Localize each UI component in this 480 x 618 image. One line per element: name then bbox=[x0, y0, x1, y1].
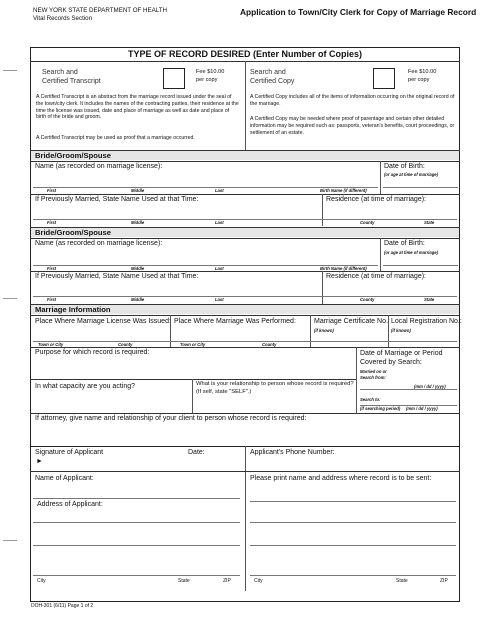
spouse1-name-label: Name (as recorded on marriage license): bbox=[35, 163, 163, 170]
certificate-no-label: Marriage Certificate No.: bbox=[314, 318, 390, 325]
search-from-label: Search from: bbox=[360, 375, 386, 380]
spouse2-name-field[interactable] bbox=[35, 249, 375, 263]
applicant-name-field[interactable] bbox=[35, 484, 240, 496]
margin-mark bbox=[3, 298, 17, 299]
spouse1-middle-label: Middle bbox=[131, 188, 145, 193]
spouse2-dob-label: Date of Birth: bbox=[384, 240, 425, 247]
transcript-proof-note: A Certified Transcript may be used as proof that a marriage occurred. bbox=[36, 135, 195, 141]
spouse1-prev-middle-label: Middle bbox=[131, 220, 145, 225]
attorney-label: If attorney, give name and relationship of your client to person whose record is required: bbox=[35, 415, 307, 422]
signature-label: Signature of Applicant bbox=[35, 449, 104, 456]
performed-place-field[interactable] bbox=[174, 327, 307, 340]
copy-usage-note: A Certified Copy may be needed where proof of parentage and certain other detailed information may be required such as: passports, veteran's benefits, court proceedings, or settlement of an estate. bbox=[250, 116, 455, 136]
mailing-zip-label: ZIP bbox=[440, 578, 448, 584]
date-format-2: (mm / dd / yyyy) bbox=[406, 406, 438, 411]
copy-label-2: Certified Copy bbox=[250, 78, 295, 85]
license-town-label: Town or City bbox=[38, 342, 64, 347]
mailing-city-label: City bbox=[254, 578, 263, 584]
spouse2-prev-first-label: First bbox=[47, 297, 57, 302]
search-to-label: Search to: bbox=[360, 397, 381, 402]
applicant-state-label: State bbox=[178, 578, 190, 584]
spouse2-prev-last-label: Last bbox=[215, 297, 224, 302]
license-place-label: Place Where Marriage License Was Issued: bbox=[35, 318, 171, 325]
copy-fee-2: per copy bbox=[408, 77, 430, 83]
spouse2-county-label: County bbox=[360, 297, 375, 302]
license-place-field[interactable] bbox=[35, 327, 167, 340]
date-period-label-2: Covered by Search: bbox=[360, 359, 422, 366]
marriage-heading: Marriage Information bbox=[35, 305, 111, 314]
certificate-if-known: (if known) bbox=[314, 328, 334, 333]
date-label: Date: bbox=[188, 449, 205, 456]
spouse1-first-label: First bbox=[47, 188, 57, 193]
phone-field[interactable] bbox=[250, 457, 455, 469]
transcript-description: A Certified Transcript is an abstract from the marriage record issued under the seal of the town/city clerk. It includes the names of the contracting parties, their residence at the time the license was issued, date and place of marriage as well as date and place of birth of the bride and groom. bbox=[36, 94, 239, 121]
mailing-state-label: State bbox=[396, 578, 408, 584]
performed-county-label: County bbox=[262, 342, 277, 347]
spouse1-heading: Bride/Groom/Spouse bbox=[35, 151, 111, 160]
spouse1-state-label: State bbox=[424, 220, 435, 225]
applicant-zip-label: ZIP bbox=[223, 578, 231, 584]
relationship-field[interactable] bbox=[196, 398, 353, 410]
spouse1-birth-name-label: Birth Name (if different) bbox=[320, 188, 367, 193]
margin-mark bbox=[3, 70, 17, 71]
margin-mark bbox=[3, 540, 17, 541]
transcript-fee-2: per copy bbox=[196, 77, 218, 83]
performed-town-label: Town or City bbox=[180, 342, 206, 347]
license-county-label: County bbox=[118, 342, 133, 347]
record-type-title: TYPE OF RECORD DESIRED (Enter Number of Copies) bbox=[127, 49, 363, 59]
spouse2-prev-married-label: If Previously Married, State Name Used at that Time: bbox=[35, 273, 199, 280]
applicant-name-label: Name of Applicant: bbox=[35, 475, 94, 482]
local-reg-field[interactable] bbox=[391, 334, 457, 344]
local-reg-label: Local Registration No.: bbox=[391, 318, 462, 325]
applicant-address-field[interactable] bbox=[35, 509, 240, 574]
spouse2-prev-name-field[interactable] bbox=[35, 282, 319, 296]
spouse1-name-field[interactable] bbox=[35, 172, 375, 186]
spouse2-heading: Bride/Groom/Spouse bbox=[35, 228, 111, 237]
section-name: Vital Records Section bbox=[33, 15, 93, 22]
transcript-label-1: Search and bbox=[42, 69, 78, 76]
form-title: Application to Town/City Clerk for Copy of Marriage Record bbox=[240, 7, 477, 17]
spouse1-prev-first-label: First bbox=[47, 220, 57, 225]
spouse1-county-label: County bbox=[360, 220, 375, 225]
date-period-label-1: Date of Marriage or Period bbox=[360, 350, 443, 357]
spouse2-first-label: First bbox=[47, 266, 57, 271]
spouse1-dob-label: Date of Birth: bbox=[384, 163, 425, 170]
print-address-label: Please print name and address where record is to be sent: bbox=[250, 475, 432, 482]
spouse1-last-label: Last bbox=[215, 188, 224, 193]
spouse2-last-label: Last bbox=[215, 266, 224, 271]
transcript-fee-1: Fee $10.00 bbox=[196, 69, 225, 75]
spouse1-dob-note: (or age at time of marriage) bbox=[384, 172, 438, 177]
spouse2-name-label: Name (as recorded on marriage license): bbox=[35, 240, 163, 247]
date-format-1: (mm / dd / yyyy) bbox=[414, 384, 446, 389]
relationship-label-1: What is your relationship to person whose record is required? bbox=[196, 381, 354, 387]
certificate-no-field[interactable] bbox=[314, 334, 386, 344]
spouse2-residence-field[interactable] bbox=[326, 282, 456, 296]
capacity-field[interactable] bbox=[35, 393, 185, 409]
copy-copies-input[interactable] bbox=[373, 68, 395, 89]
spouse1-prev-name-field[interactable] bbox=[35, 205, 319, 219]
if-searching-label: (if searching period) bbox=[360, 406, 401, 411]
spouse1-residence-field[interactable] bbox=[326, 205, 456, 219]
transcript-label-2: Certified Transcript bbox=[42, 78, 101, 85]
capacity-label: In what capacity are you acting? bbox=[35, 383, 136, 390]
spouse2-birth-name-label: Birth Name (if different) bbox=[320, 266, 367, 271]
spouse1-prev-married-label: If Previously Married, State Name Used at that Time: bbox=[35, 196, 199, 203]
married-on-label: Married on or bbox=[360, 369, 387, 374]
spouse2-residence-label: Residence (at time of marriage): bbox=[326, 273, 426, 280]
attorney-field[interactable] bbox=[35, 425, 455, 440]
agency-header bbox=[33, 7, 167, 23]
phone-label: Applicant's Phone Number: bbox=[250, 449, 335, 456]
mailing-address-field[interactable] bbox=[250, 484, 456, 574]
relationship-label-2: (If self, state "SELF".) bbox=[196, 389, 252, 395]
spouse2-prev-middle-label: Middle bbox=[131, 297, 145, 302]
spouse2-state-label: State bbox=[424, 297, 435, 302]
performed-place-label: Place Where Marriage Was Performed: bbox=[174, 318, 296, 325]
purpose-label: Purpose for which record is required: bbox=[35, 349, 150, 356]
local-reg-if-known: (if known) bbox=[391, 328, 411, 333]
copy-description: A Certified Copy includes all of the items of information occurring on the original record of the marriage. bbox=[250, 94, 455, 107]
arrow-icon: ► bbox=[36, 458, 43, 465]
signature-field[interactable] bbox=[48, 457, 178, 469]
transcript-copies-input[interactable] bbox=[163, 68, 185, 89]
spouse2-middle-label: Middle bbox=[131, 266, 145, 271]
agency-name: NEW YORK STATE DEPARTMENT OF HEALTH bbox=[33, 7, 167, 14]
copy-label-1: Search and bbox=[250, 69, 286, 76]
purpose-field[interactable] bbox=[35, 358, 353, 378]
date-field[interactable] bbox=[188, 457, 242, 469]
copy-fee-1: Fee $10.00 bbox=[408, 69, 437, 75]
spouse1-residence-label: Residence (at time of marriage): bbox=[326, 196, 426, 203]
applicant-address-label: Address of Applicant: bbox=[37, 501, 103, 508]
applicant-city-label: City bbox=[37, 578, 46, 584]
spouse1-prev-last-label: Last bbox=[215, 220, 224, 225]
form-id: DOH-301 (6/11) Page 1 of 2 bbox=[31, 603, 94, 609]
spouse2-dob-note: (or age at time of marriage) bbox=[384, 250, 438, 255]
